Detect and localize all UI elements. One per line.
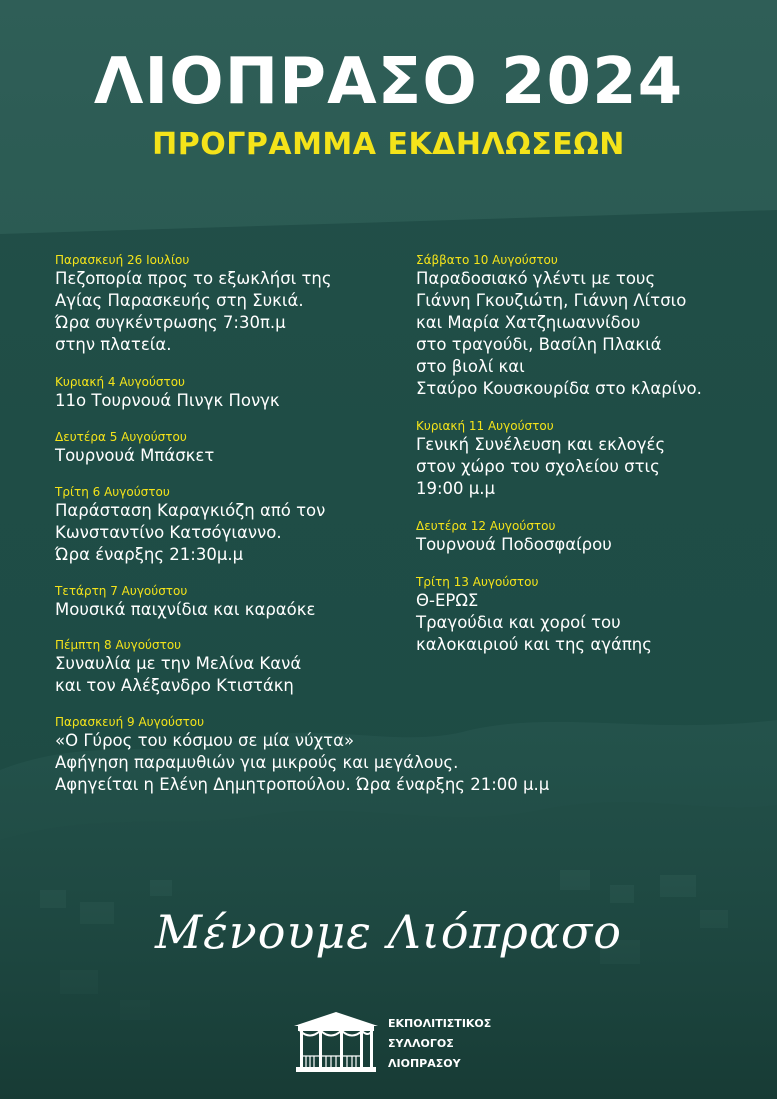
event-item (416, 418, 665, 500)
event-date: Παρασκευή 26 Ιουλίου (55, 253, 190, 267)
poster-subtitle: ΠΡΟΓΡΑΜΜΑ ΕΚΔΗΛΩΣΕΩΝ (152, 127, 625, 162)
event-item (416, 252, 702, 400)
event-date: Τετάρτη 7 Αυγούστου (55, 584, 188, 598)
event-description: 11ο Τουρνουά Πινγκ Πονγκ (55, 391, 280, 410)
organization-logo (290, 1010, 510, 1080)
event-date: Δευτέρα 5 Αυγούστου (55, 430, 187, 444)
event-description: Συναυλία με την Μελίνα Κανά και τον Αλέξανδρο Κτιστάκη (55, 654, 302, 695)
event-description: Τουρνουά Ποδοσφαίρου (416, 535, 612, 554)
event-date: Πέμπτη 8 Αυγούστου (55, 638, 182, 652)
poster-title: ΛΙΟΠΡΑΣΟ 2024 (93, 45, 684, 119)
event-description: «Ο Γύρος του κόσμου σε μία νύχτα» Αφήγηση παραμυθιών για μικρούς και μεγάλους. Αφηγείται η Ελένη Δημητροπούλου. Ώρα έναρξης 21:00 μ.μ (55, 731, 550, 794)
org-line: ΛΙΟΠΡΑΣΟΥ (388, 1057, 461, 1070)
event-description: Παράσταση Καραγκιόζη από τον Κωνσταντίνο Κατσόγιαννο. Ώρα έναρξης 21:30μ.μ (55, 501, 326, 564)
event-description: Μουσικά παιχνίδια και καραόκε (55, 600, 316, 619)
event-description: Πεζοπορία προς το εξωκλήσι της Αγίας Παρασκευής στη Συκιά. Ώρα συγκέντρωσης 7:30π.μ στην πλατεία. (55, 269, 332, 354)
event-item (55, 374, 280, 412)
event-item (55, 484, 325, 566)
event-item (416, 518, 612, 556)
event-date: Κυριακή 4 Αυγούστου (55, 375, 185, 389)
event-item (416, 574, 652, 656)
event-date: Κυριακή 11 Αυγούστου (416, 419, 554, 433)
event-date: Τρίτη 13 Αυγούστου (416, 575, 539, 589)
event-description: Γενική Συνέλευση και εκλογές στον χώρο του σχολείου στις 19:00 μ.μ (416, 435, 666, 498)
event-date: Τρίτη 6 Αυγούστου (55, 485, 170, 499)
slogan-text: Μένουμε Λιόπρασο (155, 905, 622, 959)
event-date: Σάββατο 10 Αυγούστου (416, 253, 558, 267)
pavilion-icon (290, 1010, 382, 1076)
event-item (55, 583, 315, 621)
event-date: Δευτέρα 12 Αυγούστου (416, 519, 556, 533)
event-item (55, 429, 214, 467)
event-item (55, 252, 332, 356)
event-item (55, 714, 549, 796)
organization-name (388, 1014, 491, 1074)
event-description: Τουρνουά Μπάσκετ (55, 446, 215, 465)
org-line: ΕΚΠΟΛΙΤΙΣΤΙΚΟΣ (388, 1017, 492, 1030)
org-line: ΣΥΛΛΟΓΟΣ (388, 1037, 454, 1050)
event-item (55, 637, 301, 697)
event-date: Παρασκευή 9 Αυγούστου (55, 715, 205, 729)
event-description: Παραδοσιακό γλέντι με τους Γιάννη Γκουζιώτη, Γιάννη Λίτσιο και Μαρία Χατζηιωαννίδου στο τραγούδι, Βασίλη Πλακιά στο βιολί και Σταύρο Κουσκουρίδα στο κλαρίνο. (416, 269, 702, 398)
event-description: Θ-ΕΡΩΣ Τραγούδια και χοροί του καλοκαιριού και της αγάπης (416, 591, 652, 654)
